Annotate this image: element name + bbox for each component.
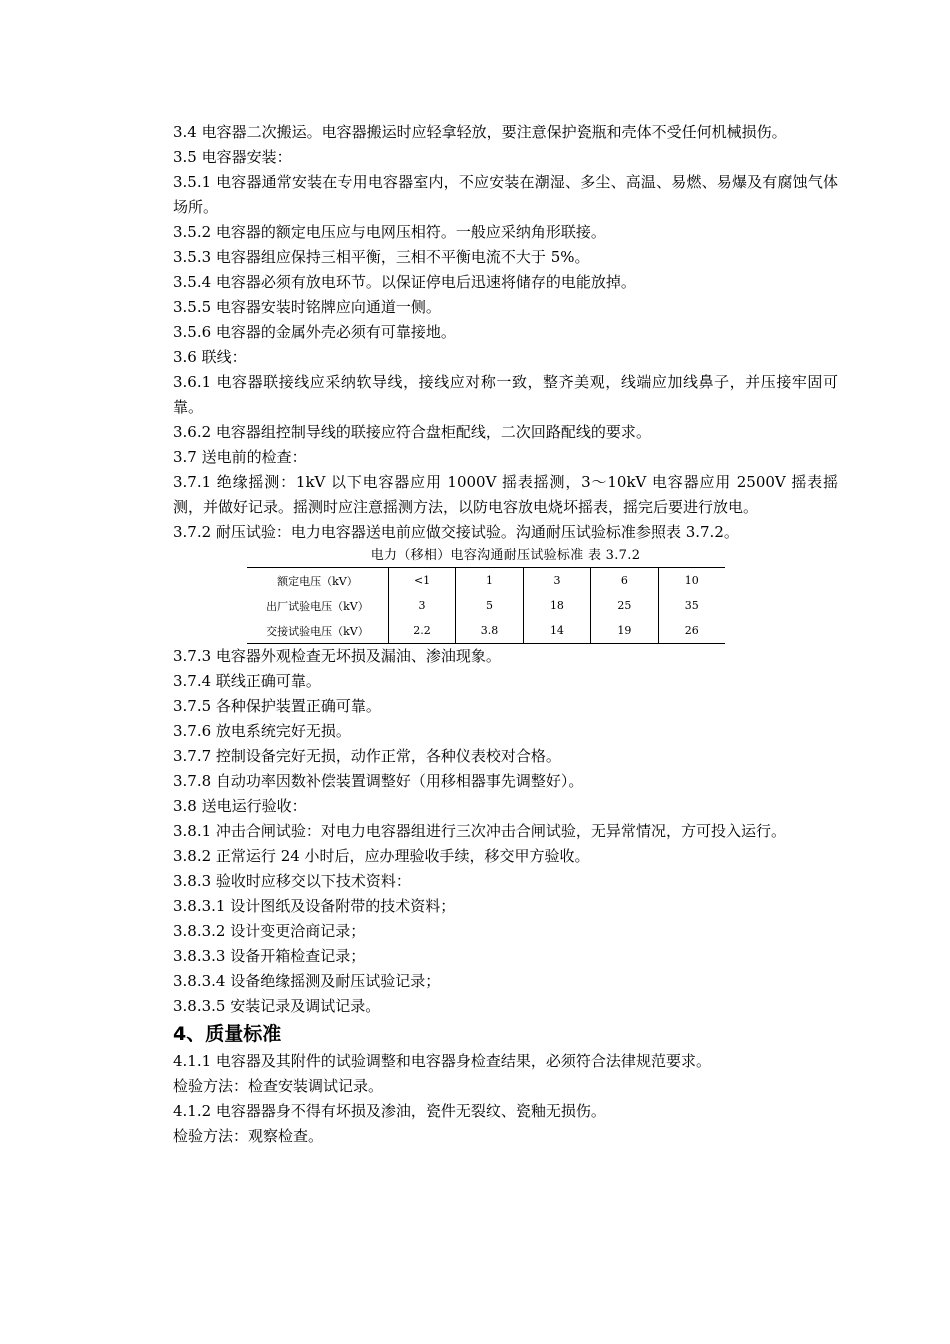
paragraph-3-7-6: 3.7.6 放电系统完好无损。 <box>173 722 351 740</box>
paragraph-4-1-1: 4.1.1 电容器及其附件的试验调整和电容器身检查结果，必须符合法律规范要求。 <box>173 1052 711 1070</box>
paragraph-3-7: 3.7 送电前的检查： <box>173 448 307 466</box>
table-cell: 3 <box>388 593 455 618</box>
document-page <box>173 120 838 1149</box>
table-row <box>247 618 725 644</box>
paragraph-3-7-3: 3.7.3 电容器外观检查无坏损及漏油、渗油现象。 <box>173 647 501 665</box>
table-cell: 14 <box>523 618 590 644</box>
table-cell: 1 <box>456 568 523 594</box>
table-cell: 额定电压（kV） <box>247 568 388 594</box>
paragraph-3-8-3-5: 3.8.3.5 安装记录及调试记录。 <box>173 997 381 1015</box>
paragraph-3-7-2: 3.7.2 耐压试验：电力电容器送电前应做交接试验。沟通耐压试验标准参照表 3.7.2。 <box>173 523 739 541</box>
paragraph-3-6-1: 3.6.1 电容器联接线应采纳软导线，接线应对称一致，整齐美观，线端应加线鼻子，并压接牢固可靠。 <box>173 373 838 416</box>
table-cell: 交接试验电压（kV） <box>247 618 388 644</box>
table-cell: 出厂试验电压（kV） <box>266 599 369 613</box>
paragraph-3-6-2: 3.6.2 电容器组控制导线的联接应符合盘柜配线，二次回路配线的要求。 <box>173 423 651 441</box>
table-caption: 电力（移相）电容沟通耐压试验标准 表 3.7.2 <box>370 548 641 563</box>
paragraph-3-5: 3.5 电容器安装： <box>173 148 292 166</box>
paragraph-3-7-1: 3.7.1 绝缘摇测：1kV 以下电容器应用 1000V 摇表摇测，3～10kV 电容器应用 2500V 摇表摇测，并做好记录。摇测时应注意摇测方法，以防电容放电烧坏摇表，摇完后要进行放电。 <box>173 473 838 516</box>
paragraph-4-1-2: 4.1.2 电容器器身不得有坏损及渗油，瓷件无裂纹、瓷釉无损伤。 <box>173 1102 606 1120</box>
paragraph-3-5-1: 3.5.1 电容器通常安装在专用电容器室内，不应安装在潮湿、多尘、高温、易燃、易爆及有腐蚀气体场所。 <box>173 173 838 216</box>
table-cell: 3 <box>523 568 590 594</box>
table-cell: <1 <box>388 568 455 594</box>
paragraph-3-4: 3.4 电容器二次搬运。电容器搬运时应轻拿轻放，要注意保护瓷瓶和壳体不受任何机械损伤。 <box>173 123 787 141</box>
paragraph-3-8: 3.8 送电运行验收： <box>173 797 307 815</box>
paragraph-3-6: 3.6 联线： <box>173 348 247 366</box>
paragraph-3-7-8: 3.7.8 自动功率因数补偿装置调整好（用移相器事先调整好）。 <box>173 772 584 790</box>
paragraph-3-5-4: 3.5.4 电容器必须有放电环节。以保证停电后迅速将储存的电能放掉。 <box>173 273 636 291</box>
paragraph-3-8-3: 3.8.3 验收时应移交以下技术资料： <box>173 872 411 890</box>
table-row <box>247 593 725 618</box>
table-cell: 2.2 <box>388 618 455 644</box>
table-cell: 35 <box>658 593 725 618</box>
table-cell: 25 <box>591 593 658 618</box>
table-cell: 19 <box>591 618 658 644</box>
table-cell: 26 <box>658 618 725 644</box>
table-row <box>247 568 725 594</box>
paragraph-3-5-2: 3.5.2 电容器的额定电压应与电网压相符。一般应采纳角形联接。 <box>173 223 606 241</box>
paragraph-3-5-3: 3.5.3 电容器组应保持三相平衡，三相不平衡电流不大于 5%。 <box>173 248 590 266</box>
section-heading-quality-standards: 4、质量标准 <box>173 1023 282 1045</box>
voltage-test-table-wrapper <box>247 567 838 644</box>
paragraph-3-5-5: 3.5.5 电容器安装时铭牌应向通道一侧。 <box>173 298 441 316</box>
paragraph-3-7-4: 3.7.4 联线正确可靠。 <box>173 672 321 690</box>
paragraph-3-8-2: 3.8.2 正常运行 24 小时后，应办理验收手续，移交甲方验收。 <box>173 847 590 865</box>
voltage-test-table <box>247 567 725 644</box>
paragraph-3-8-3-3: 3.8.3.3 设备开箱检查记录； <box>173 947 366 965</box>
paragraph-inspection-method-1: 检验方法：检查安装调试记录。 <box>173 1077 384 1095</box>
paragraph-3-8-3-1: 3.8.3.1 设计图纸及设备附带的技术资料； <box>173 897 456 915</box>
paragraph-3-7-7: 3.7.7 控制设备完好无损，动作正常，各种仪表校对合格。 <box>173 747 561 765</box>
paragraph-3-5-6: 3.5.6 电容器的金属外壳必须有可靠接地。 <box>173 323 456 341</box>
paragraph-3-8-3-2: 3.8.3.2 设计变更洽商记录； <box>173 922 366 940</box>
paragraph-inspection-method-2: 检验方法：观察检查。 <box>173 1127 324 1145</box>
table-cell: 18 <box>523 593 590 618</box>
table-cell: 10 <box>658 568 725 594</box>
table-cell: 3.8 <box>456 618 523 644</box>
paragraph-3-7-5: 3.7.5 各种保护装置正确可靠。 <box>173 697 381 715</box>
paragraph-3-8-1: 3.8.1 冲击合闸试验：对电力电容器组进行三次冲击合闸试验，无异常情况，方可投入运行。 <box>173 822 786 840</box>
table-cell: 6 <box>591 568 658 594</box>
table-cell: 5 <box>456 593 523 618</box>
paragraph-3-8-3-4: 3.8.3.4 设备绝缘摇测及耐压试验记录； <box>173 972 441 990</box>
